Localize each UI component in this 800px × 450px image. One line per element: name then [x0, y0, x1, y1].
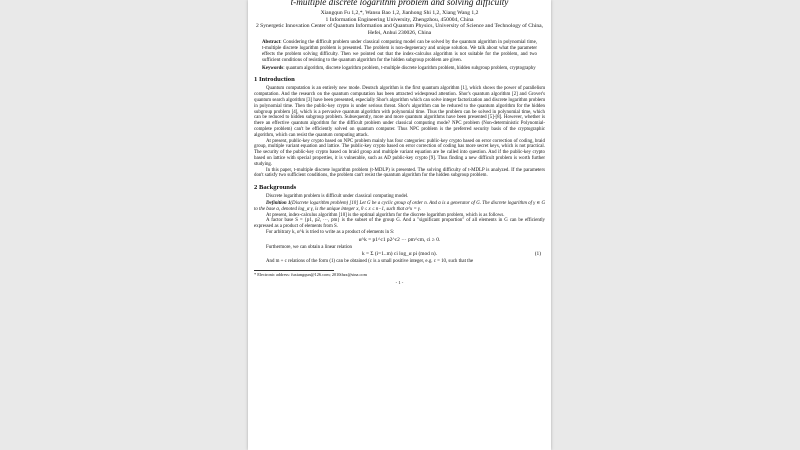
- definition-text: Let G be a cyclic group of order n. And α is a generator of G. The discrete logarithm of γ ∈ G to the base α, denoted log_α γ, is the unique integer x, 0 ≤ x ≤ n−1, such that α^x = γ.: [254, 200, 546, 212]
- paragraph: At present, index-calculus algorithm [10] is the optimal algorithm for the discrete logarithm problem, which is as follows.: [266, 212, 505, 218]
- paper-page: [248, 0, 551, 450]
- author-list: Xiangqun Fu 1,2,*, Wansu Bao 1,2, Jianhong Shi 1,2, Xiang Wang 1,2: [320, 10, 479, 16]
- abstract-text: : Considering the difficult problem under classical computing model can be solved by the quantum algorithm in polynomial time, t-multiple discrete logarithm problem is presented. The problem is non-degeneracy and unique solution. We talk about what the parameter effects the problem solving difficulty. Then we pointed out that the index-calculus algorithm is not suitable for the problem, and two sufficient conditions of resisting to the quantum algorithm for the hidden subgroup problem are given.: [262, 40, 537, 63]
- paragraph: At present, public-key crypto based on NPC problem mainly has four categories: public-key crypto based on error correction of coding, braid group, multiple variant equation and lattice. The public-key crypto based on error correction of coding has more secret keys, which is not practical. The security of the public-key crypto based on braid group and multiple variant equation are be called into question. And if the public-key crypto based on lattice with special properties, it is vulnerable, such as AD public-key crypto [9]. Thus finding a new difficult problem is worth further studying.: [254, 138, 545, 167]
- keywords: [262, 66, 537, 72]
- equation-1-number: (1): [534, 251, 541, 258]
- paragraph: Furthermore, we can obtain a linear relation: [266, 244, 352, 250]
- affiliation-1: 1 Information Engineering University, Zhengzhou, 450004, China: [325, 16, 474, 23]
- abstract: [262, 40, 537, 63]
- footnote: * Electronic address: fuxiangqun@126.com; 2010thzz@sina.com: [254, 272, 367, 278]
- footnote-rule: [254, 270, 334, 271]
- paragraph: For arbitrary k, α^k is tried to write as a product of elements in S:: [266, 229, 395, 235]
- section-heading-backgrounds: 2 Backgrounds: [254, 184, 297, 192]
- section-heading-introduction: 1 Introduction: [254, 76, 295, 84]
- keywords-label: Keywords: [262, 65, 284, 71]
- page-content: [254, 0, 545, 285]
- paragraph: A factor base S = {p1, p2, ···, pm} is the subset of the group G. And a "significant proportion" of all elements in G can be efficiently expressed as a product of elements from S.: [254, 218, 545, 230]
- page-number: - 1 -: [395, 280, 404, 286]
- paper-title: t-multiple discrete logarithm problem and solving difficulty: [290, 0, 509, 7]
- paragraph: In this paper, t-multiple discrete logarithm problem (t-MDLP) is presented. The solving difficulty of t-MDLP is analyzed. If the parameters don't satisfy two sufficient conditions, the problem can't resist the quantum algorithm for the hidden subgroup problem.: [254, 167, 545, 179]
- abstract-label: Abstract: [262, 40, 281, 46]
- definition-label: Definition 1: [266, 200, 291, 206]
- keywords-text: : quantum algorithm, discrete logarithm problem, t-multiple discrete logarithm problem, hidden subgroup problem, cryptography: [283, 65, 536, 71]
- equation-1-body: k = Σ (i=1..m) ci log_α pi (mod n).: [361, 251, 438, 258]
- definition-1: [254, 201, 545, 213]
- equation-product: α^k = p1^c1 p2^c2 ··· pm^cm, ci ≥ 0.: [358, 236, 441, 243]
- paragraph: Quantum computation is an entirely new mode. Deutsch algorithm is the first quantum algorithm [1], which shows the power of parallelism computation. And the research on the quantum computation has been attracted widespread attention. Shor's quantum algorithm [2] and Grover's quantum search algorithm [3] have been presented, especially Shor's algorithm which can solve integer factorization and discrete logarithm problem in polynomial time. Then the public-key crypto is under serious threat. Shor's algorithm can be reduced to the quantum algorithm for the hidden subgroup problem [4], which is a pervasive quantum algorithm with polynomial time. Thus the problem can be solved in polynomial time, which can be reduced to hidden subgroup problem. Subsequently, more and more quantum algorithms have been presented [5]-[8]. However, whether is there an effective quantum algorithm for the difficult problem under classical computing mode? NPC problem (Non-deterministic Polynomial-complete problem) can't be efficiently solved on quantum computer. Thus NPC problem is the preferred security basis of the cryptographic algorithm, which can resist the quantum computing attack.: [254, 86, 545, 138]
- definition-name: (Discrete logarithm problem) [10]: [290, 200, 359, 206]
- affiliation-2: 2 Synergetic Innovation Center of Quantum Information and Quantum Physics, University of Science and Technology of China, Hefei, Anhui 230026, China: [255, 23, 544, 36]
- paragraph: Discrete logarithm problem is difficult under classical computing model.: [266, 194, 409, 200]
- equation-1: [254, 251, 545, 258]
- paragraph: And m + c relations of the form (1) can be obtained (c is a small positive integer, e.g. c = 10, such that the: [266, 259, 474, 265]
